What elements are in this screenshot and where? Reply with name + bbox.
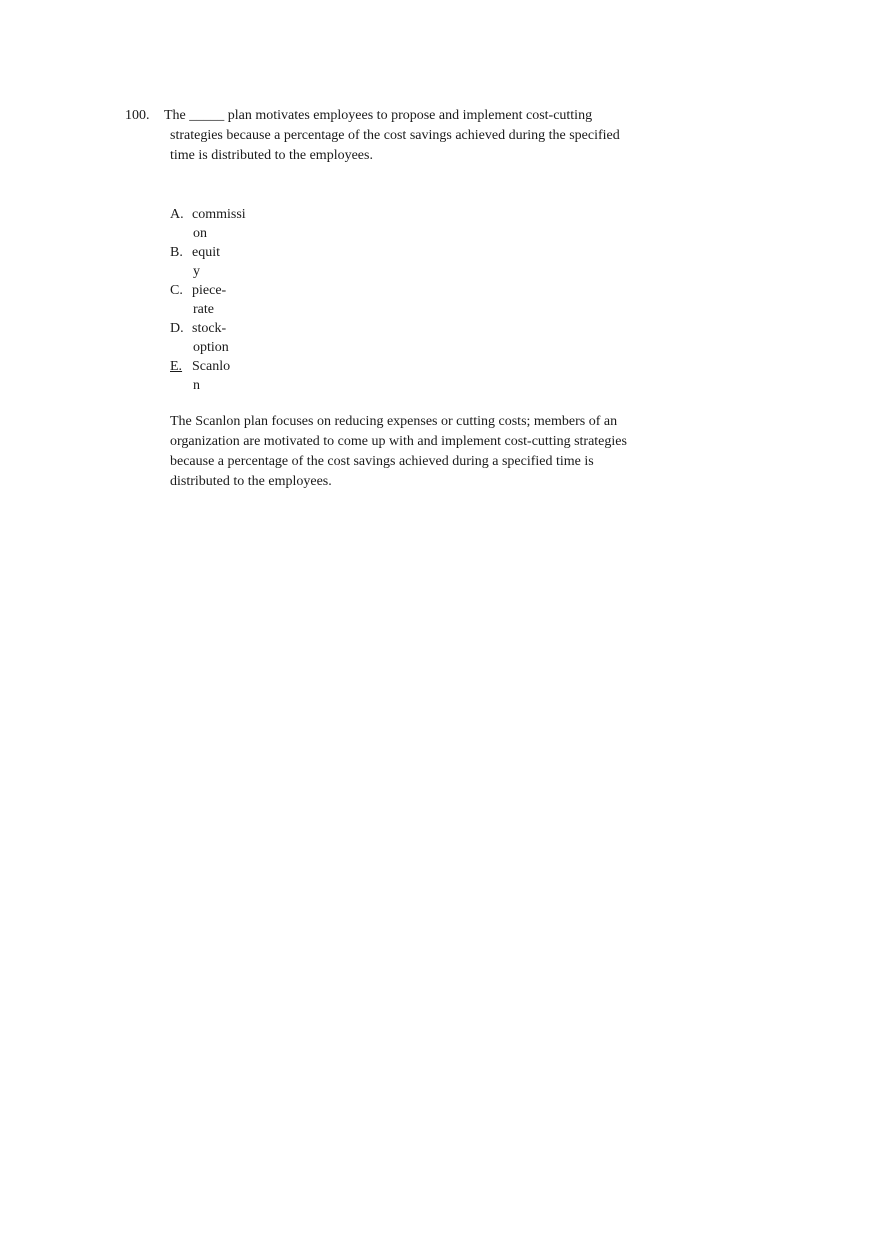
- option-letter: A.: [170, 207, 184, 222]
- question-stem-line: The _____ plan motivates employees to propose and implement cost-cutting: [164, 108, 593, 123]
- answer-explanation: [170, 412, 650, 492]
- question-stem-line: strategies because a percentage of the cost savings achieved during the specified: [170, 128, 620, 143]
- option-text: [192, 281, 248, 319]
- option-text-line: commissi: [192, 207, 246, 222]
- option-letter: B.: [170, 245, 183, 260]
- explanation-line: because a percentage of the cost savings achieved during a specified time is: [170, 454, 594, 469]
- option-text-line: rate: [193, 302, 214, 317]
- option-text: [192, 243, 248, 281]
- option-text-line: equit: [192, 245, 220, 260]
- explanation-line: distributed to the employees.: [170, 474, 332, 489]
- option-text-line: option: [193, 340, 229, 355]
- question-number: 100.: [125, 108, 150, 123]
- question-stem-line: time is distributed to the employees.: [170, 148, 373, 163]
- option-text-line: n: [193, 378, 200, 393]
- option-text: [192, 319, 248, 357]
- option-letter: D.: [170, 321, 184, 336]
- question-stem: [164, 106, 644, 166]
- explanation-line: organization are motivated to come up with and implement cost-cutting strategies: [170, 434, 627, 449]
- option-letter: C.: [170, 283, 183, 298]
- option-text-line: y: [193, 264, 200, 279]
- explanation-line: The Scanlon plan focuses on reducing expenses or cutting costs; members of an: [170, 414, 618, 429]
- option-text-line: Scanlo: [192, 359, 231, 374]
- option-text-line: stock-: [192, 321, 227, 336]
- option-text: [192, 357, 248, 395]
- option-letter-correct: E.: [170, 359, 183, 374]
- option-text: [192, 205, 248, 243]
- option-text-line: on: [193, 226, 207, 241]
- option-text-line: piece-: [192, 283, 227, 298]
